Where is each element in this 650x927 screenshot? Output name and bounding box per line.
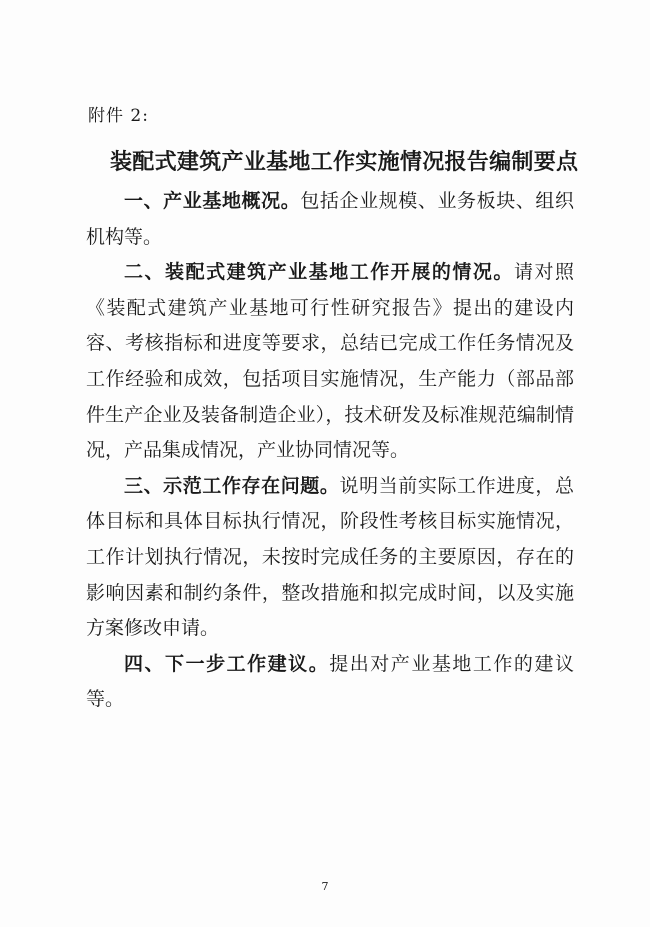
section-2 [86, 255, 574, 469]
section-4 [86, 647, 574, 718]
document-body [86, 184, 574, 718]
section-2-text: 请对照《装配式建筑产业基地可行性研究报告》提出的建设内容、考核指标和进度等要求，总结已完成工作任务情况及工作经验和成效，包括项目实施情况，生产能力（部品部件生产企业及装备制造企业），技术研发及标准规范编制情况，产品集成情况，产业协同情况等。 [86, 261, 574, 462]
section-1-heading: 一、产业基地概况。 [124, 190, 301, 212]
section-1 [86, 184, 574, 255]
section-1-text: 包括企业规模、业务板块、组织机构等。 [86, 190, 574, 248]
section-4-text: 提出对产业基地工作的建议等。 [86, 652, 574, 711]
page-number: 7 [321, 880, 329, 893]
section-2-heading: 二、装配式建筑产业基地工作开展的情况。 [124, 261, 514, 284]
section-3-heading: 三、示范工作存在问题。 [124, 474, 340, 497]
section-3 [86, 469, 574, 647]
section-3-text: 说明当前实际工作进度，总体目标和具体目标执行情况，阶段性考核目标实施情况，工作计划执行情况，未按时完成任务的主要原因，存在的影响因素和制约条件，整改措施和拟完成时间，以及实施方案修改申请。 [86, 474, 574, 640]
attachment-label: 附件 2: [88, 106, 149, 126]
section-4-heading: 四、下一步工作建议。 [124, 652, 330, 675]
document-title: 装配式建筑产业基地工作实施情况报告编制要点 [110, 149, 579, 175]
